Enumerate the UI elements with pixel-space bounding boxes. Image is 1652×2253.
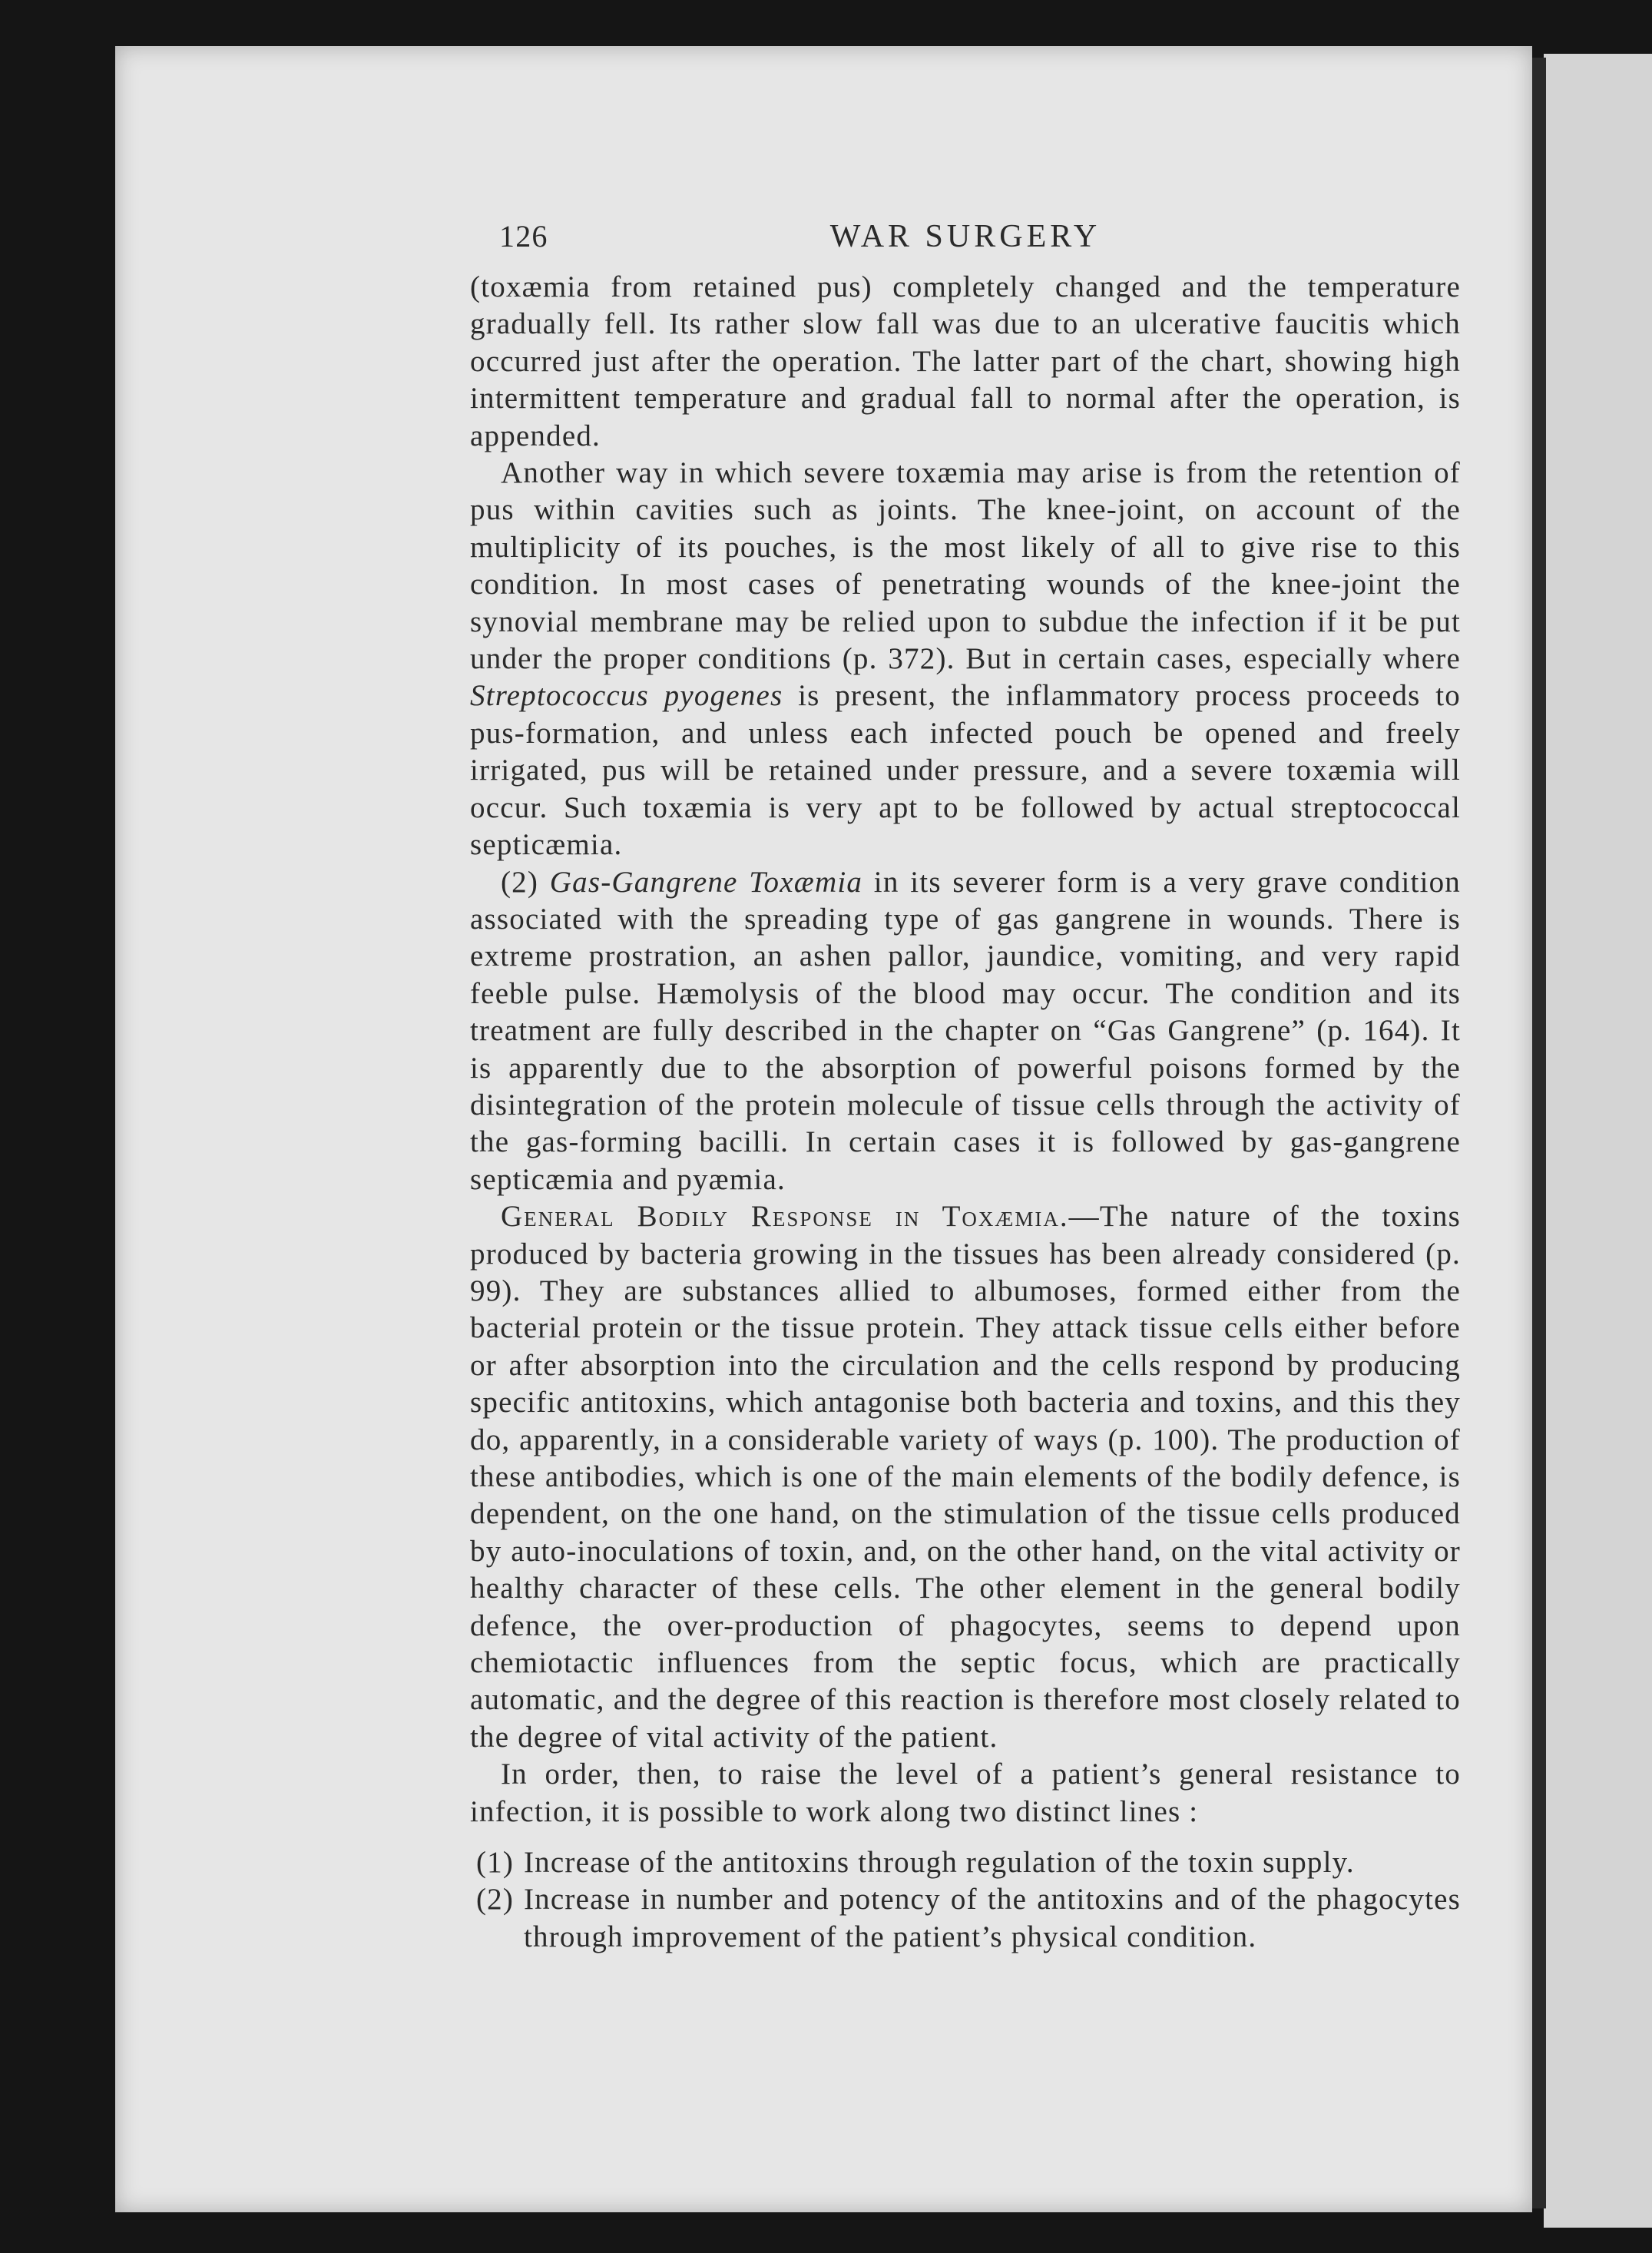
list-item-text: Increase in number and potency of the antitoxins and of the phagocytes through improvement of the patient’s physical condition. [524,1883,1461,1953]
numbered-list [470,1844,1461,1956]
paragraph-2 [470,455,1461,863]
paragraph-2-text-b: is present, the inflammatory process proceeds to pus-formation, and unless each infected pouch be opened and freely irrigated, pus will be retained under pressure, and a severe toxæmia will occur. Such toxæmia is very apt to be followed by actual streptococcal septicæmia. [470,679,1462,862]
running-head: WAR SURGERY [829,219,1101,254]
list-item-number: (2) [476,1883,515,1917]
paragraph-1: (toxæmia from retained pus) completely changed and the temperature gradually fell. Its rather slow fall was due to an ulcerative faucitis which occurred just after the operation. The latter part of the chart, showing high intermittent temperature and gradual fall to normal after the operation, is appended. [470,270,1461,452]
section-heading: General Bodily Response in Toxæmia. [501,1200,1069,1234]
paragraph-3-number: (2) [501,865,550,899]
paragraph-2-italic: Streptococcus pyogenes [470,679,783,713]
page-number: 126 [499,219,548,253]
paragraph-3-text: in its severer form is a very grave condition associated with the spreading type of gas gangrene in wounds. There is extreme prostration, an ashen pallor, jaundice, vomiting, and very rapid feeble pulse. Hæmolysis of the blood may occur. The condition and its treatment are fully described in the chapter on “Gas Gangrene” (p. 164). It is apparently due to the absorption of powerful poisons formed by the disintegration of the protein molecule of tissue cells through the activity of the gas-forming bacilli. In certain cases it is followed by gas-gangrene septicæmia and pyæmia. [470,865,1462,1196]
paragraph-3 [470,864,1461,1199]
paragraph-4-text: —The nature of the toxins produced by bacteria growing in the tissues has been already considered (p. 99). They are substances allied to albumoses, formed either from the bacterial protein or the tissue protein. They attack tissue cells either before or after absorption into the circulation and the cells respond by producing specific antitoxins, which antagonise both bacteria and toxins, and this they do, apparently, in a considerable variety of ways (p. 100). The production of these antibodies, which is one of the main elements of the bodily defence, is dependent, on the one hand, on the stimulation of the tissue cells produced by auto-inoculations of toxin, and, on the other hand, on the vital activity or healthy character of these cells. The other element in the general bodily defence, the over-production of phagocytes, seems to depend upon chemiotactic influences from the septic focus, which are practically automatic, and the degree of this reaction is therefore most closely related to the degree of vital activity of the patient. [470,1200,1461,1754]
page-gutter [1532,58,1546,2208]
paragraph-2-text-a: Another way in which severe toxæmia may arise is from the retention of pus within cavities such as joints. The knee-joint, on account of the multiplicity of its pouches, is the most likely of all to give rise to this condition. In most cases of penetrating wounds of the knee-joint the synovial membrane may be relied upon to subdue the infection if it be put under the proper conditions (p. 372). But in certain cases, especially where [470,456,1461,676]
page-header [470,218,1461,269]
list-item-text: Increase of the antitoxins through regulation of the toxin supply. [524,1846,1355,1880]
page-text-block [470,218,1461,1956]
adjacent-page [1544,54,1652,2228]
paragraph-5: In order, then, to raise the level of a patient’s general resistance to infection, it is possible to work along two distinct lines : [470,1758,1461,1828]
paragraph-4 [470,1198,1461,1756]
paragraph-3-italic: Gas-Gangrene Toxæmia [549,865,863,899]
list-item-number: (1) [476,1846,515,1880]
list-item [470,1844,1461,1881]
list-item [470,1881,1461,1956]
